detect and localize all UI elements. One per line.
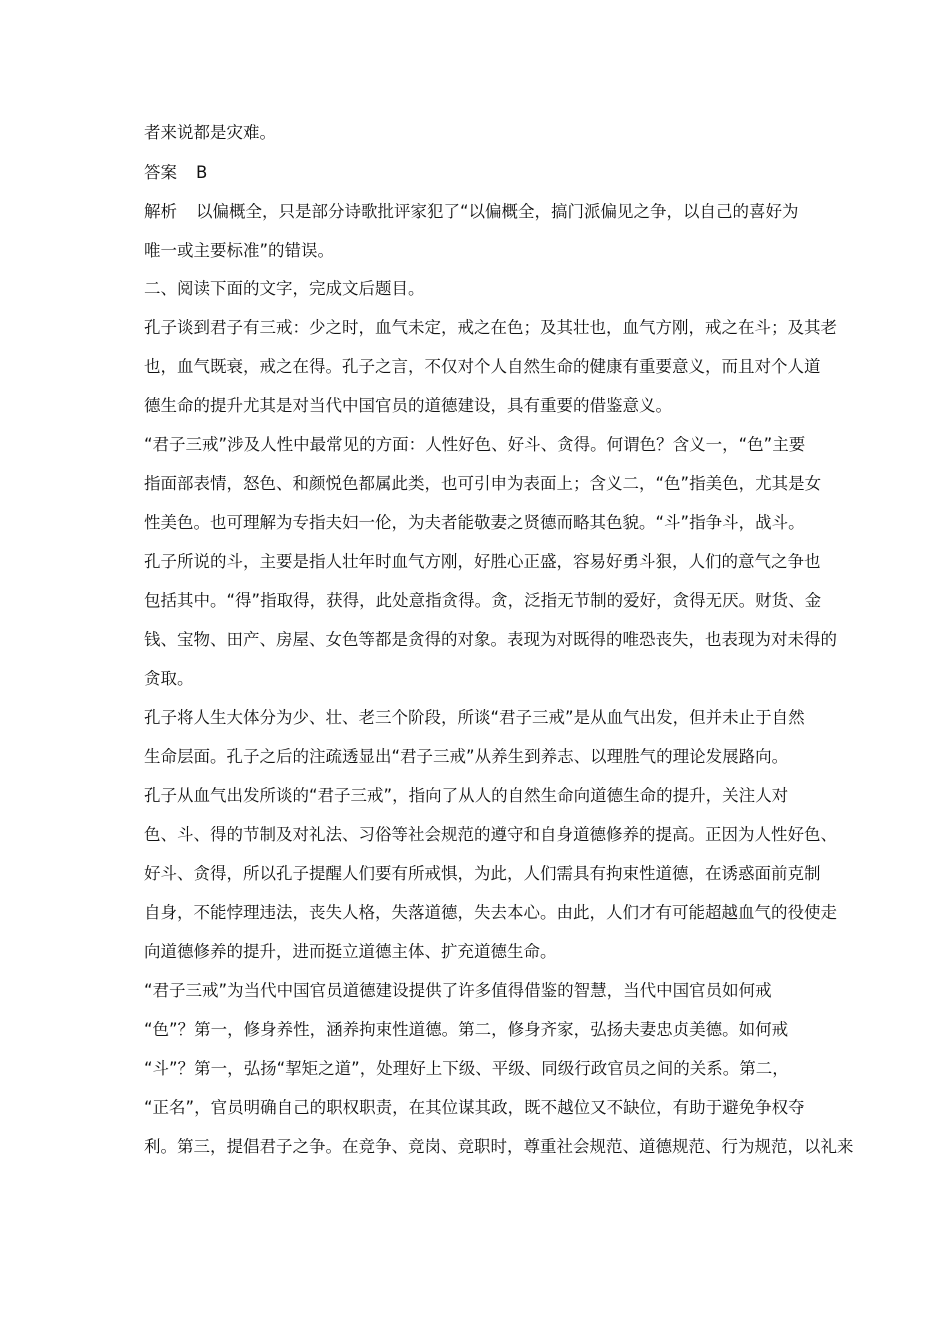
text-line: 利。第三，提倡君子之争。在竞争、竞岗、竞职时，尊重社会规范、道德规范、行为规范，以礼来	[144, 1137, 854, 1156]
text-line: 自身，不能悖理违法，丧失人格，失落道德，失去本心。由此，人们才有可能超越血气的役使走	[144, 903, 837, 922]
answer-label: 答案	[144, 163, 177, 182]
text-line: “君子三戒”为当代中国官员道德建设提供了许多值得借鉴的智慧，当代中国官员如何戒	[144, 981, 772, 1000]
text-line: 孔子谈到君子有三戒：少之时，血气未定，戒之在色；及其壮也，血气方刚，戒之在斗；及其老	[144, 318, 837, 337]
text-line: 生命层面。孔子之后的注疏透显出“君子三戒”从养生到养志、以理胜气的理论发展路向。	[144, 747, 789, 766]
text-line: 钱、宝物、田产、房屋、女色等都是贪得的对象。表现为对既得的唯恐丧失，也表现为对未得的	[144, 630, 837, 649]
text-line: 孔子将人生大体分为少、壮、老三个阶段，所谈“君子三戒”是从血气出发，但并未止于自然	[144, 708, 805, 727]
text-line: “正名”，官员明确自己的职权职责，在其位谋其政，既不越位又不缺位，有助于避免争权夺	[144, 1098, 805, 1117]
text-line: 孔子所说的斗，主要是指人壮年时血气方刚，好胜心正盛，容易好勇斗狠，人们的意气之争也	[144, 552, 821, 571]
text-line: 贪取。	[144, 669, 194, 688]
text-line: 者来说都是灾难。	[144, 123, 276, 142]
text-line: 孔子从血气出发所谈的“君子三戒”，指向了从人的自然生命向道德生命的提升，关注人对	[144, 786, 789, 805]
section-heading: 二、阅读下面的文字，完成文后题目。	[144, 279, 425, 298]
text-line: 德生命的提升尤其是对当代中国官员的道德建设，具有重要的借鉴意义。	[144, 396, 672, 415]
text-line: 包括其中。“得”指取得，获得，此处意指贪得。贪，泛指无节制的爱好，贪得无厌。财货、金	[144, 591, 822, 610]
text-line: “君子三戒”涉及人性中最常见的方面：人性好色、好斗、贪得。何谓色？含义一，“色”主要	[144, 435, 806, 454]
text-line: 指面部表情，怒色、和颜悦色都属此类，也可引申为表面上；含义二，“色”指美色，尤其是女	[144, 474, 822, 493]
text-line: 唯一或主要标准”的错误。	[144, 241, 335, 260]
analysis-line	[144, 201, 799, 223]
text-line: “色”？第一，修身养性，涵养拘束性道德。第二，修身齐家，弘扬夫妻忠贞美德。如何戒	[144, 1020, 789, 1039]
text-line: 性美色。也可理解为专指夫妇一伦，为夫者能敬妻之贤德而略其色貌。“斗”指争斗，战斗。	[144, 513, 805, 532]
answer-value: B	[196, 163, 208, 182]
text-line: 向道德修养的提升，进而挺立道德主体、扩充道德生命。	[144, 942, 557, 961]
text-line: “斗”？第一，弘扬“挈矩之道”，处理好上下级、平级、同级行政官员之间的关系。第二，	[144, 1059, 789, 1078]
text-line: 好斗、贪得，所以孔子提醒人们要有所戒惧，为此，人们需具有拘束性道德，在诱惑面前克制	[144, 864, 821, 883]
analysis-label: 解析	[144, 202, 177, 221]
text-line: 也，血气既衰，戒之在得。孔子之言，不仅对个人自然生命的健康有重要意义，而且对个人道	[144, 357, 821, 376]
answer-line	[144, 162, 207, 184]
text-line: 色、斗、得的节制及对礼法、习俗等社会规范的遵守和自身道德修养的提高。正因为人性好色、	[144, 825, 837, 844]
analysis-text: 以偏概全，只是部分诗歌批评家犯了“以偏概全，搞门派偏见之争，以自己的喜好为	[196, 202, 799, 221]
